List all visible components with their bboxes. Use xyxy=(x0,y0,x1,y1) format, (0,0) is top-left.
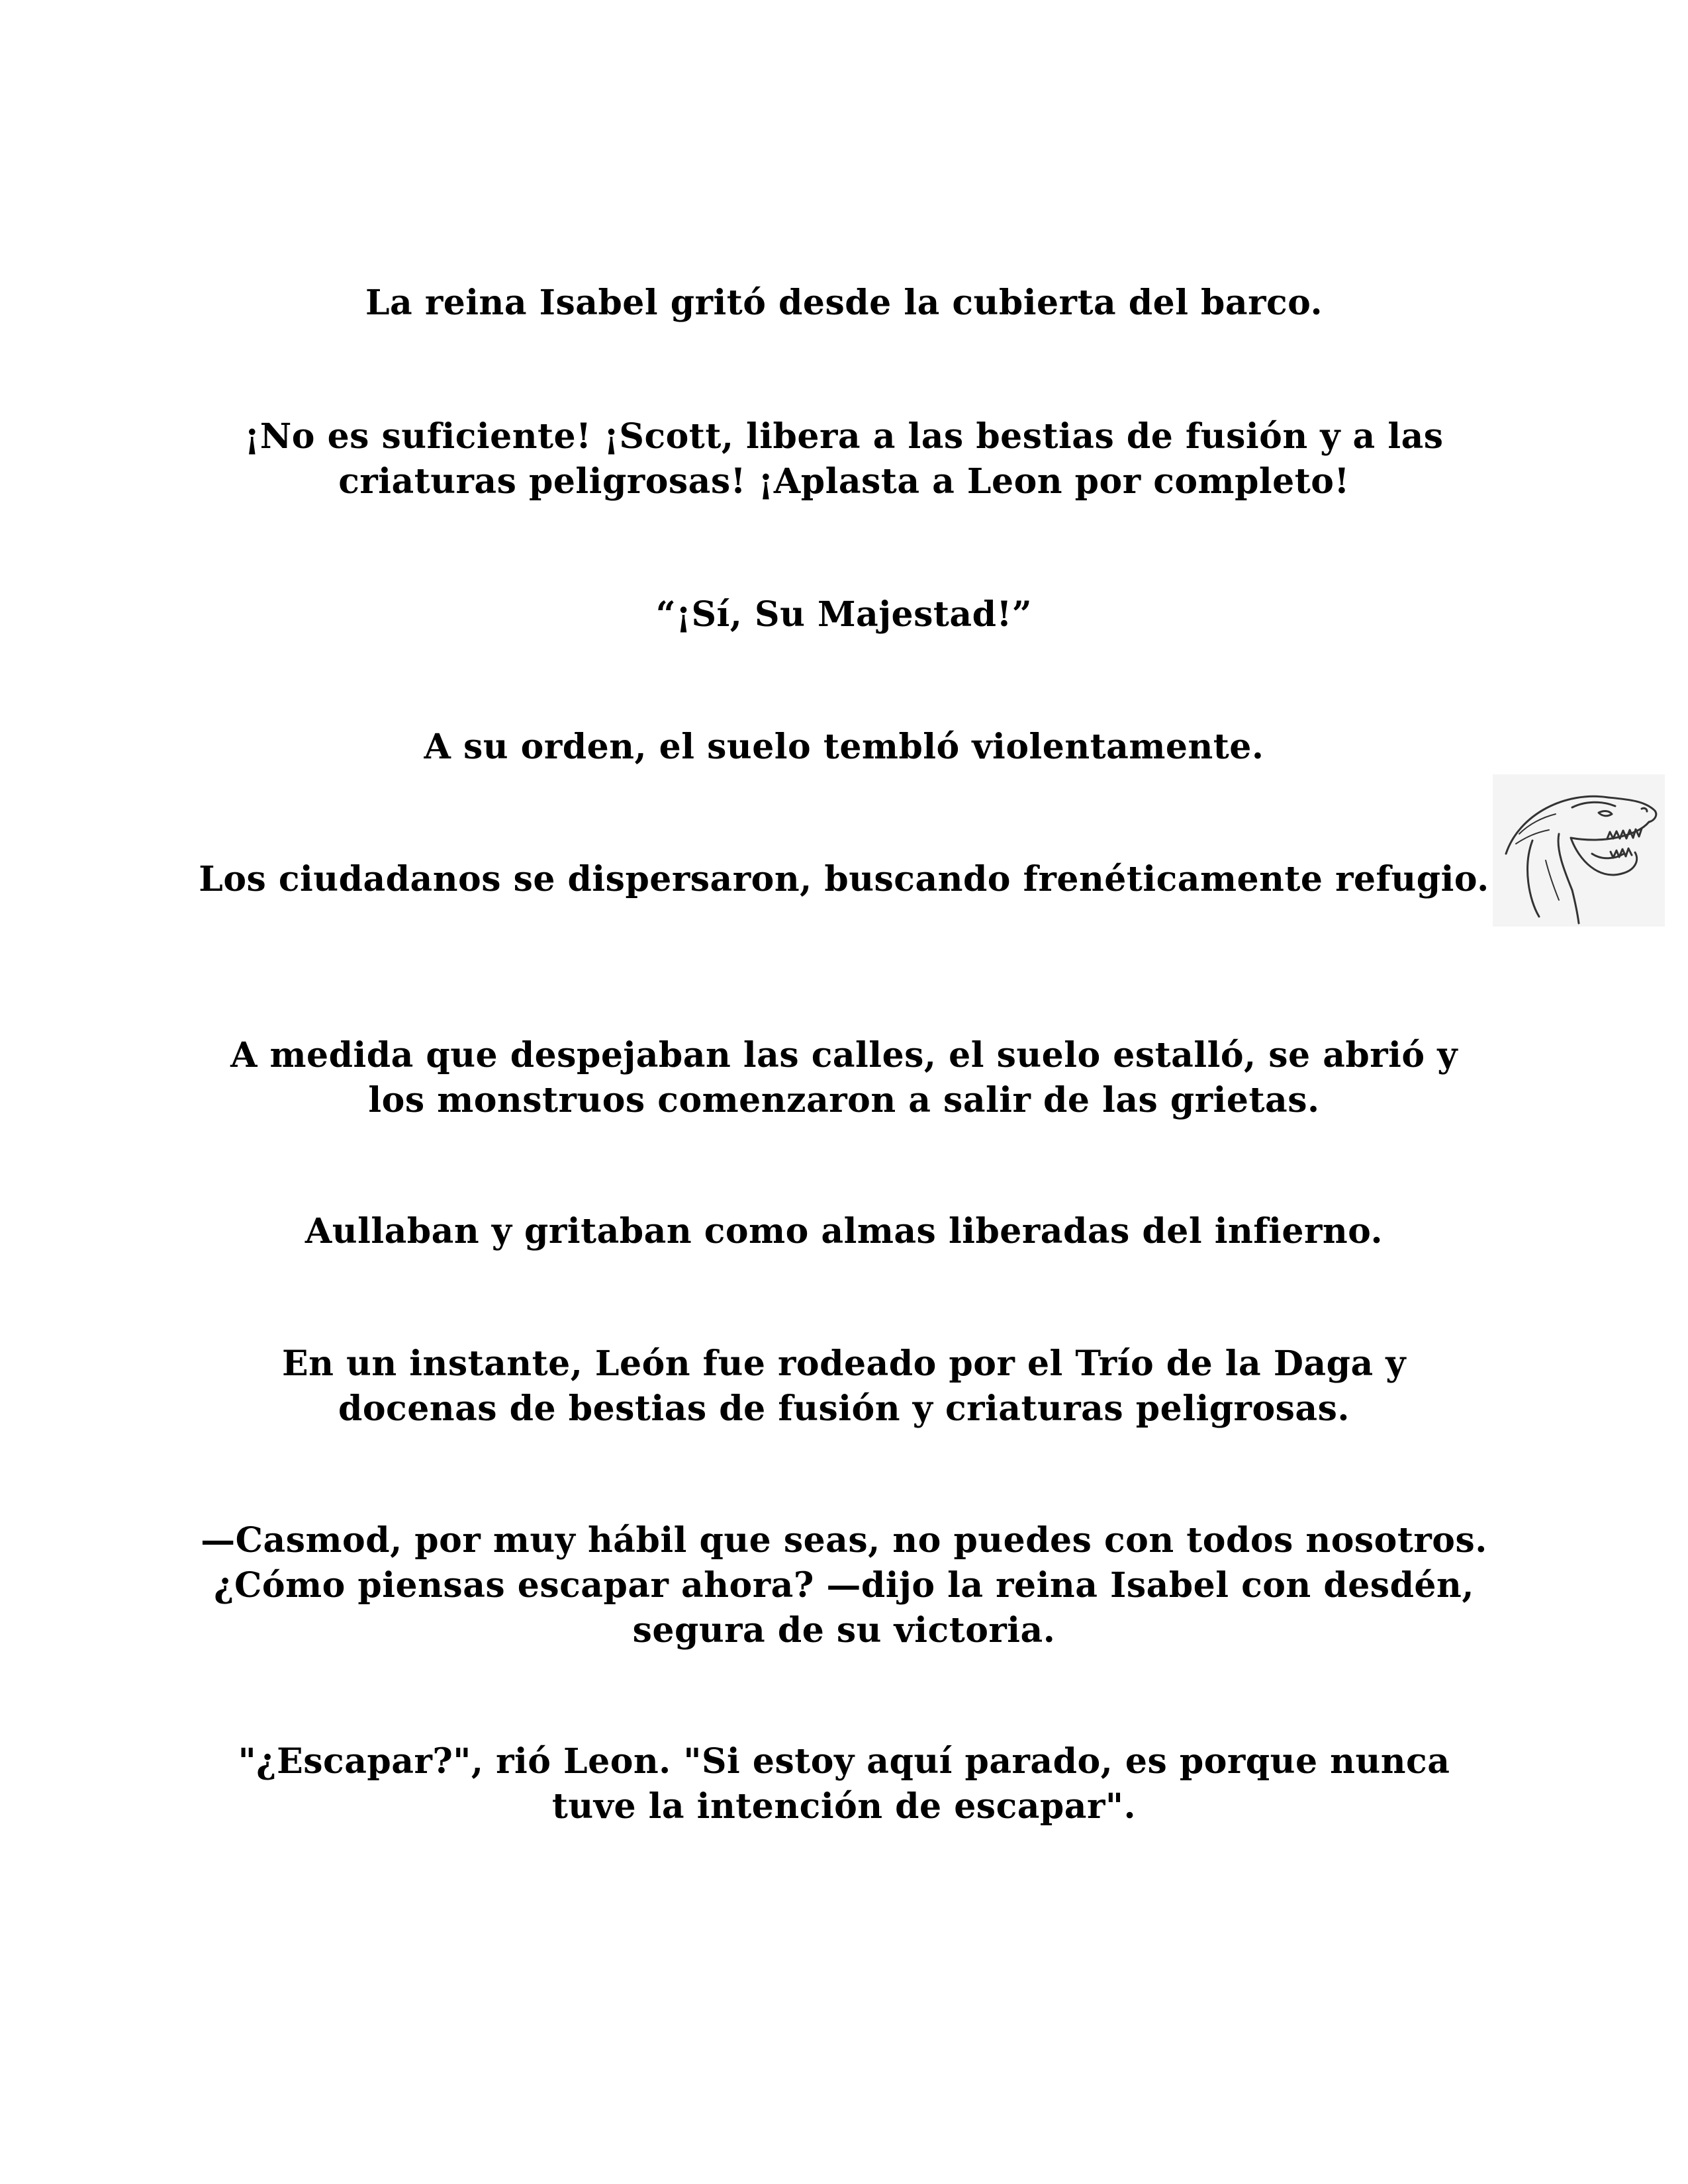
paragraph-5: Los ciudadanos se dispersaron, buscando frenéticamente refugio. xyxy=(199,859,1489,899)
paragraph-3: “¡Sí, Su Majestad!” xyxy=(655,594,1033,635)
paragraph-2: ¡No es suficiente! ¡Scott, libera a las bestias de fusión y a las criaturas peligrosas! ¡Aplasta a Leon por completo! xyxy=(244,416,1444,502)
paragraph-8: En un instante, León fue rodeado por el Trío de la Daga y docenas de bestias de fusión y criaturas peligrosas. xyxy=(282,1343,1406,1429)
paragraph-9: —Casmod, por muy hábil que seas, no puedes con todos nosotros. ¿Cómo piensas escapar ahora? —dijo la reina Isabel con desdén, segura de su victoria. xyxy=(201,1520,1487,1651)
dinosaur-head-icon xyxy=(1493,774,1665,927)
paragraph-4: A su orden, el suelo tembló violentamente. xyxy=(424,727,1264,767)
paragraph-1: La reina Isabel gritó desde la cubierta del barco. xyxy=(365,283,1323,323)
paragraph-10: "¿Escapar?", rió Leon. "Si estoy aquí parado, es porque nunca tuve la intención de escapar". xyxy=(238,1741,1450,1827)
dinosaur-sketch-image xyxy=(1493,774,1665,927)
paragraph-6: A medida que despejaban las calles, el suelo estalló, se abrió y los monstruos comenzaron a salir de las grietas. xyxy=(230,1035,1458,1120)
paragraph-7: Aullaban y gritaban como almas liberadas del infierno. xyxy=(305,1211,1383,1251)
